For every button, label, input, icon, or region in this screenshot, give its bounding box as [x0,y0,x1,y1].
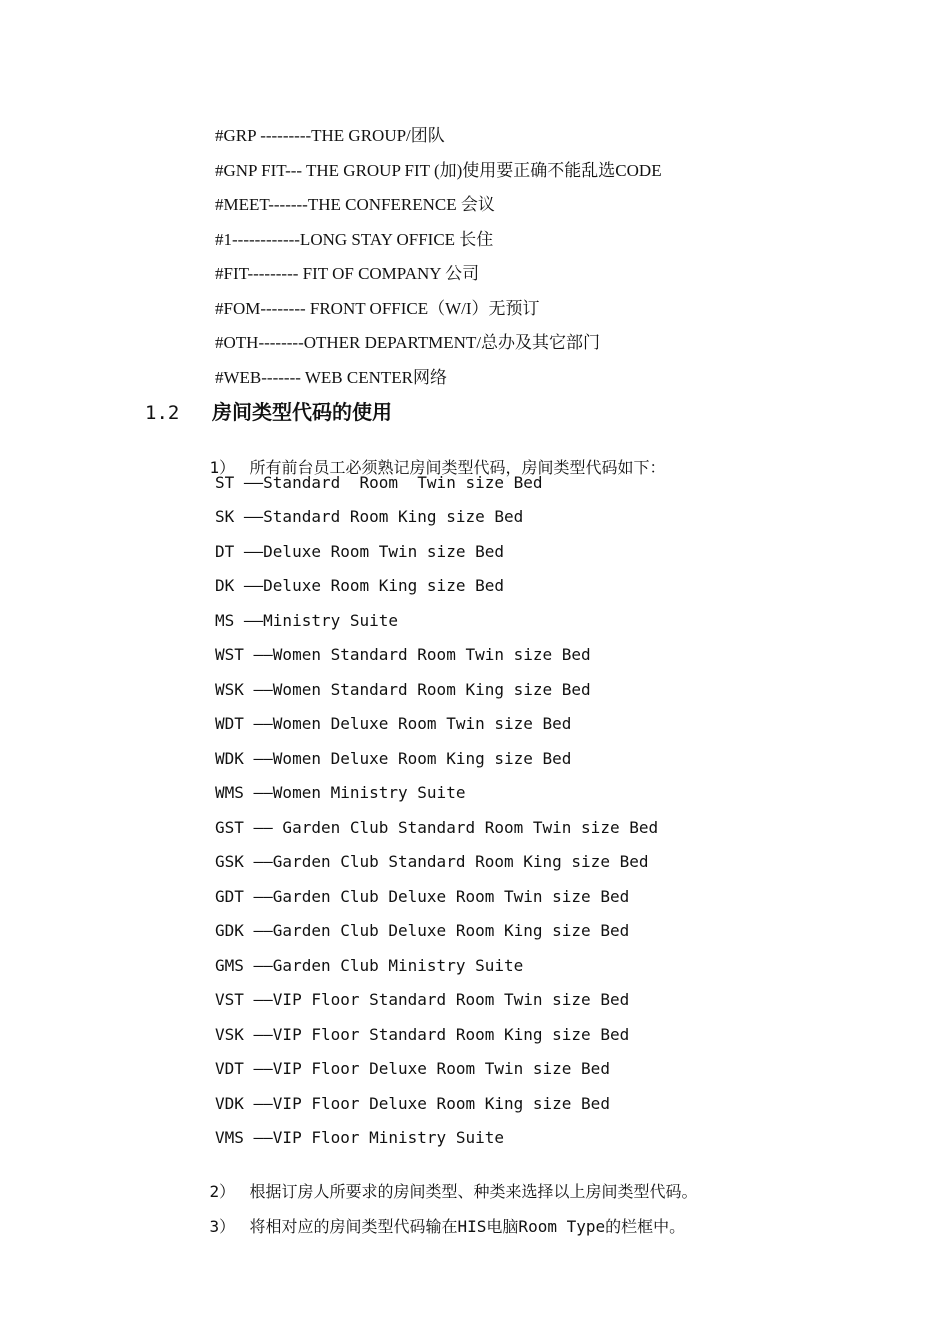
room-code-line: WDK ——Women Deluxe Room King size Bed [215,749,572,768]
section-number: 1.2 [145,402,180,424]
room-code-line: VDK ——VIP Floor Deluxe Room King size Bed [215,1094,610,1113]
list-item-number: 3） [209,1217,236,1236]
group-code-line: #FIT--------- FIT OF COMPANY 公司 [215,264,480,283]
group-code-line: #OTH--------OTHER DEPARTMENT/总办及其它部门 [215,333,601,352]
room-code-line: DT ——Deluxe Room Twin size Bed [215,542,504,561]
room-code-line: GST —— Garden Club Standard Room Twin size Bed [215,818,659,837]
room-code-line: ST ——Standard Room Twin size Bed [215,473,543,492]
list-item [171,1197,685,1257]
list-item-number: 1） [209,458,236,477]
group-code-line: #FOM-------- FRONT OFFICE（W/I）无预订 [215,299,540,318]
room-code-line: DK ——Deluxe Room King size Bed [215,576,504,595]
list-item-text: 根据订房人所要求的房间类型、种类来选择以上房间类型代码。 [249,1182,698,1201]
room-code-line: VMS ——VIP Floor Ministry Suite [215,1128,504,1147]
room-code-line: WSK ——Women Standard Room King size Bed [215,680,591,699]
group-code-line: #GNP FIT--- THE GROUP FIT (加)使用要正确不能乱选CODE [215,161,662,180]
list-item-text: 所有前台员工必须熟记房间类型代码，房间类型代码如下： [249,458,666,477]
room-code-line: MS ——Ministry Suite [215,611,399,630]
room-code-line: VST ——VIP Floor Standard Room Twin size Bed [215,990,630,1009]
list-item-text: 将相对应的房间类型代码输在HIS电脑Room Type的栏框中。 [249,1217,686,1236]
section-title: 房间类型代码的使用 [212,400,392,424]
group-code-line: #WEB------- WEB CENTER网络 [215,368,447,387]
room-code-line: VSK ——VIP Floor Standard Room King size Bed [215,1025,630,1044]
room-code-line: WDT ——Women Deluxe Room Twin size Bed [215,714,572,733]
room-code-line: GDT ——Garden Club Deluxe Room Twin size Bed [215,887,630,906]
group-code-line: #1------------LONG STAY OFFICE 长住 [215,230,494,249]
group-code-line: #MEET-------THE CONFERENCE 会议 [215,195,495,214]
group-code-line: #GRP ---------THE GROUP/团队 [215,126,445,145]
room-code-line: GMS ——Garden Club Ministry Suite [215,956,524,975]
room-code-line: WST ——Women Standard Room Twin size Bed [215,645,591,664]
room-code-line: GSK ——Garden Club Standard Room King size Bed [215,852,649,871]
room-code-line: VDT ——VIP Floor Deluxe Room Twin size Bed [215,1059,610,1078]
room-code-line: GDK ——Garden Club Deluxe Room King size Bed [215,921,630,940]
room-code-line: WMS ——Women Ministry Suite [215,783,466,802]
room-code-line: SK ——Standard Room King size Bed [215,507,524,526]
list-item-number: 2） [209,1182,236,1201]
